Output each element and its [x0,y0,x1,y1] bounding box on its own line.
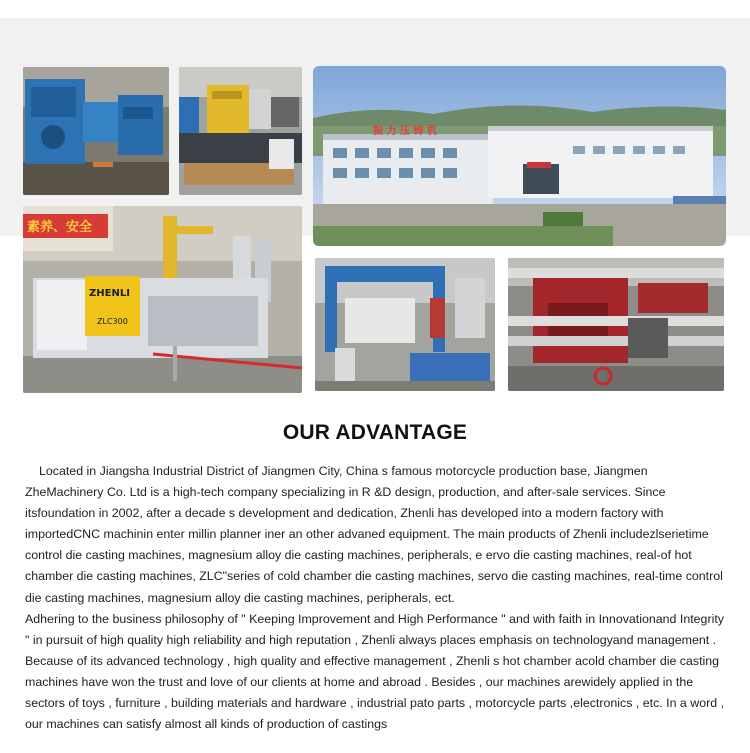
workshop-machine-photo [23,206,302,393]
description-paragraph: Adhering to the business philosophy of " Keeping Improvement and High Performance " and with faith in Innovationand Integrity " in pursuit of high quality high reliability and high reputation , Zhenli always places emphasis on technologyand management . Because of its advanced technology , high quality and effective management , Zhenli s hot chamber acold chamber die casting machines have won the trust and love of our clients at home and abroad . Besides , our machines arewidely applied in the sectors of toys , furniture , building materials and hardware , industrial pato parts , motorcycle parts ,electronics , etc. In a word , our machines can satisfy almost all kinds of production of castings [25,611,725,732]
red-machine-photo [508,258,724,391]
machine-brand-text: ZHENLI [89,288,130,299]
section-title: OUR ADVANTAGE [282,421,468,444]
yellow-machine-photo [179,67,302,195]
factory-sign-text: 振 力 压 铸 机 [373,126,437,137]
machine-frames-photo [23,67,169,195]
company-description [25,461,727,735]
workshop-banner-text: 素养、安全 [27,220,93,235]
description-paragraph: Located in Jiangsha Industrial District of Jiangmen City, China s famous motorcycle production base, Jiangmen ZheMachinery Co. Ltd is a high-tech company specializing in R &D design, production, and after-sale services. Since itsfoundation in 2002, after a decade s development and dedication, Zhenli has developed into a modern factory with importedCNC machinin enter millin planner iner an other advaned equipment. The main products of Zhenli includezlserietime control die casting machines, magnesium alloy die casting machines, peripherals, e ervo die casting machines, real-of hot chamber die casting machines, ZLC"series of cold chamber die casting machines, servo die casting machines, real-time control die casting machines, magnesium alloy die casting machines, peripherals, ect. [25,464,723,605]
machine-model-text: ZLC300 [97,317,128,326]
gantry-workshop-photo [315,258,495,391]
factory-building-photo [313,66,726,246]
